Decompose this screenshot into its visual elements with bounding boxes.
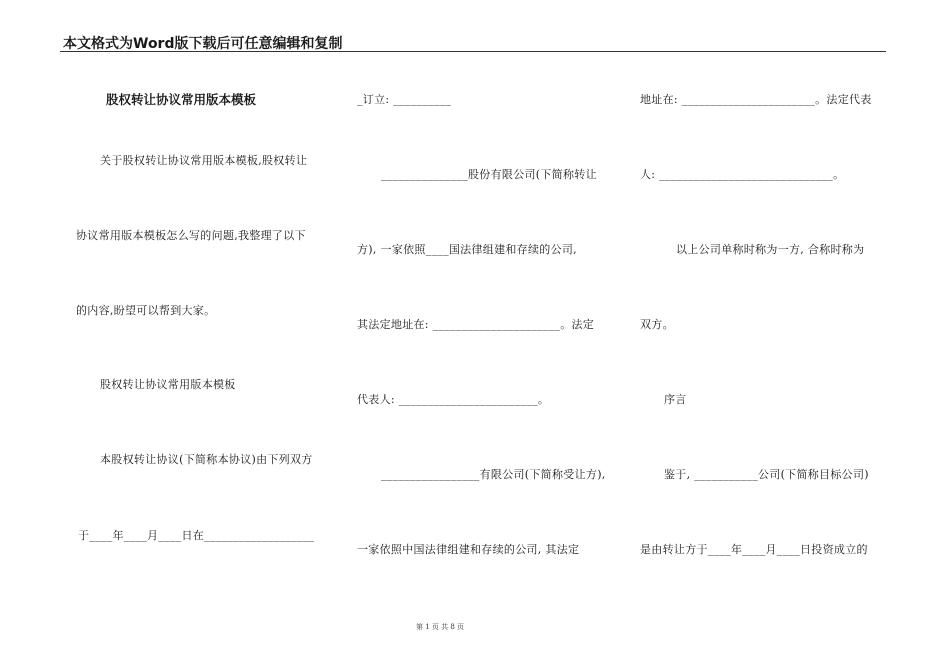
document-title: 股权转让协议常用版本模板 (106, 92, 257, 107)
section-heading: 股权转让协议常用版本模板 (100, 378, 236, 391)
paragraph-line: 人: ______________________________。 (640, 168, 845, 181)
paragraph-line: 协议常用版本模板怎么写的问题,我整理了以下 (76, 229, 306, 242)
paragraph-line: _订立: __________ (357, 93, 452, 106)
header-divider (60, 51, 886, 52)
paragraph-line: 鉴于, ___________公司(下简称目标公司) (664, 468, 869, 481)
paragraph-line: 的内容,盼望可以帮到大家。 (76, 304, 216, 317)
paragraph-line: 其法定地址在: ______________________。法定 (357, 318, 595, 331)
paragraph-line: 关于股权转让协议常用版本模板,股权转让 (100, 154, 308, 167)
paragraph-line: 以上公司单称时称为一方, 合称时称为 (676, 243, 865, 256)
paragraph-line: 是由转让方于____年____月____日投资成立的 (640, 543, 868, 556)
paragraph-line: 地址在: _______________________。法定代表 (640, 93, 872, 106)
paragraph-line: 本股权转让协议(下简称本协议)由下列双方 (100, 453, 313, 466)
page-number-footer: 第 1 页 共 8 页 (415, 623, 465, 631)
paragraph-line: 方), 一家依照____国法律组建和存续的公司, (357, 243, 577, 256)
paragraph-line: _________________有限公司(下简称受让方), (381, 468, 606, 481)
section-heading: 序言 (664, 393, 687, 406)
paragraph-line: 代表人: ________________________。 (357, 393, 550, 406)
paragraph-line: _______________股份有限公司(下简称转让 (381, 168, 597, 181)
paragraph-line: 双方。 (640, 318, 674, 331)
page-header-title: 本文格式为Word版下载后可任意编辑和复制 (63, 36, 343, 52)
paragraph-line: 于____年____月____日在___________________ (78, 529, 315, 542)
paragraph-line: 一家依照中国法律组建和存续的公司, 其法定 (357, 543, 580, 556)
